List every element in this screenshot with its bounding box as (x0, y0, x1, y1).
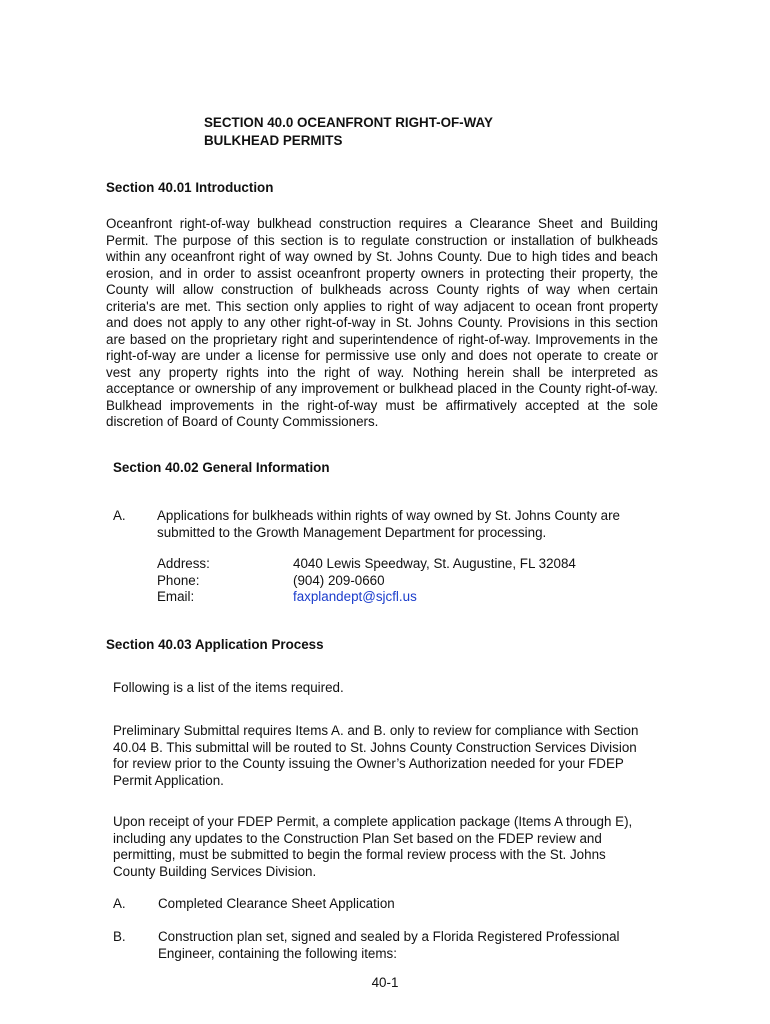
section-40-03-heading: Section 40.03 Application Process (106, 637, 324, 652)
s4002-item-a-line-2: submitted to the Growth Management Department for processing. (157, 524, 547, 540)
upon-line-1: Upon receipt of your FDEP Permit, a complete application package (Items A through E), (113, 814, 633, 829)
fdep-receipt-paragraph (113, 814, 632, 880)
s4003-intro: Following is a list of the items required. (113, 680, 344, 695)
s4003-item-b-line-2: Engineer, containing the following items: (158, 945, 397, 961)
s4003-item-b-letter: B. (113, 929, 126, 944)
prelim-line-3: for review prior to the County issuing the Owner’s Authorization needed for your FDEP (113, 756, 624, 771)
email-link[interactable]: faxplandept@sjcfl.us (293, 589, 417, 604)
upon-line-4: County Building Services Division. (113, 863, 317, 879)
s4002-item-a-letter: A. (113, 508, 126, 523)
s4003-item-b-line-1: Construction plan set, signed and sealed by a Florida Registered Professional (158, 929, 620, 944)
prelim-line-4: Permit Application. (113, 772, 224, 788)
phone-value: (904) 209-0660 (293, 572, 385, 588)
phone-label: Phone: (157, 572, 200, 588)
section-40-01-heading: Section 40.01 Introduction (106, 180, 274, 195)
contact-labels (157, 556, 210, 606)
title-line-2: BULKHEAD PERMITS (204, 133, 343, 148)
page-number: 40-1 (371, 975, 399, 990)
preliminary-submittal-paragraph (113, 723, 638, 789)
upon-line-2: including any updates to the Construction Plan Set based on the FDEP review and (113, 830, 602, 846)
email-label: Email: (157, 589, 195, 604)
upon-line-3: permitting, must be submitted to begin the formal review process with the St. Johns (113, 847, 606, 862)
prelim-line-1: Preliminary Submittal requires Items A. and B. only to review for compliance with Section (113, 723, 639, 738)
page-title (204, 114, 493, 150)
section-40-01-body: Oceanfront right-of-way bulkhead construction requires a Clearance Sheet and Building Permit. The purpose of this section is to regulate construction or installation of bulkheads within any oceanfront right of way owned by St. Johns County. Due to high tides and beach erosion, and in order to assist oceanfront property owners in protecting their property, the County will allow construction of bulkheads across County rights of way when certain criteria's are met. This section only applies to right of way adjacent to ocean front property and does not apply to any other right-of-way in St. Johns County. Provisions in this section are based on the proprietary right and superintendence of right-of-way. Improvements in the right-of-way are under a license for permissive use only and does not operate to create or vest any property rights into the right of way. Nothing herein shall be interpreted as acceptance or ownership of any improvement or bulkhead placed in the County right-of-way. Bulkhead improvements in the right-of-way must be affirmatively accepted at the sole discretion of Board of County Commissioners. (106, 216, 658, 429)
s4003-item-b-text (158, 929, 620, 962)
prelim-line-2: 40.04 B. This submittal will be routed to St. Johns County Construction Services Division (113, 739, 637, 755)
section-40-02-heading: Section 40.02 General Information (113, 460, 330, 475)
s4002-item-a-line-1: Applications for bulkheads within rights of way owned by St. Johns County are (157, 508, 620, 523)
title-line-1: SECTION 40.0 OCEANFRONT RIGHT-OF-WAY (204, 115, 493, 130)
s4002-item-a-text (157, 508, 657, 541)
s4003-item-a-letter: A. (113, 896, 126, 911)
address-label: Address: (157, 556, 210, 571)
contact-values (293, 556, 576, 606)
s4003-item-a-text: Completed Clearance Sheet Application (158, 896, 395, 911)
address-value: 4040 Lewis Speedway, St. Augustine, FL 32084 (293, 556, 576, 571)
